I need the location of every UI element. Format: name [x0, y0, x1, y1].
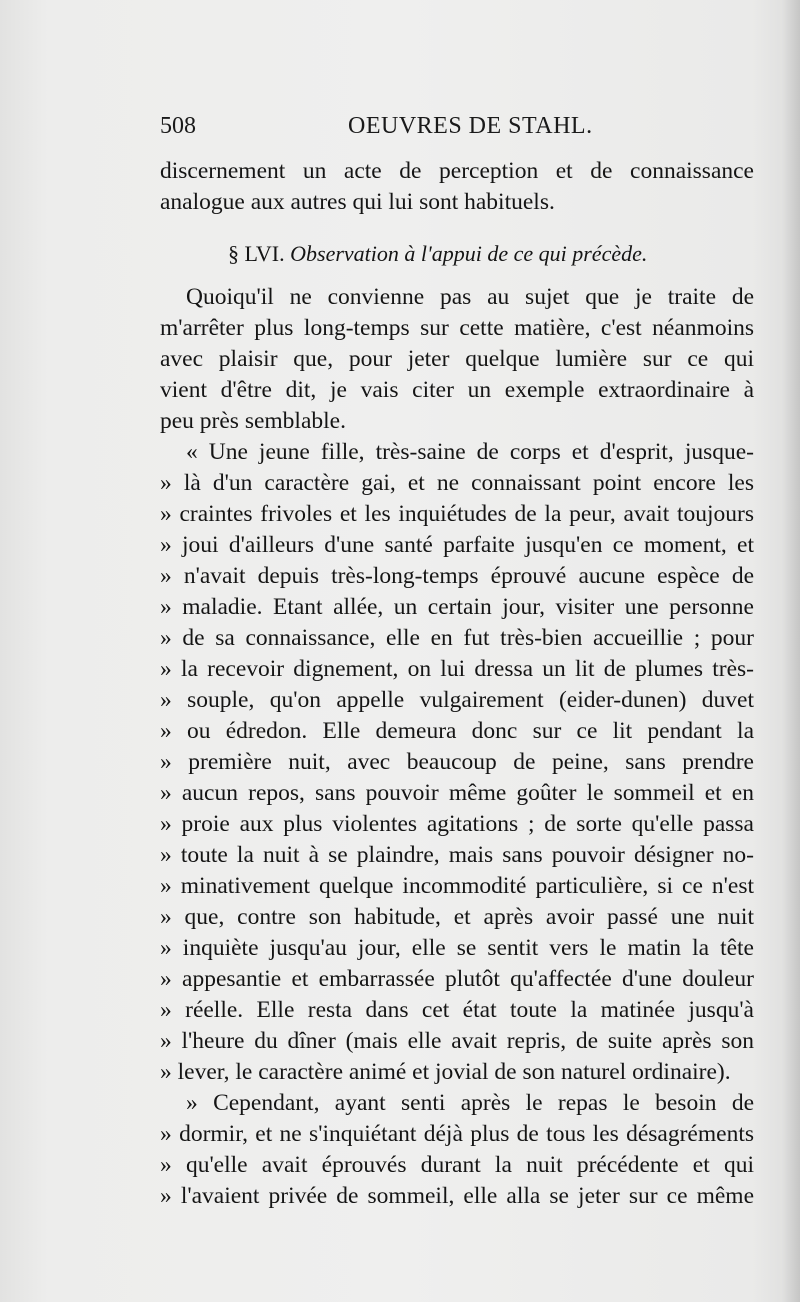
- text-line: avec plaisir que, pour jeter quelque lumière sur ce qui: [160, 346, 754, 372]
- spacer: [160, 274, 754, 282]
- text-line: » maladie. Etant allée, un certain jour, visiter une personne: [160, 594, 754, 620]
- text-line: » l'avaient privée de sommeil, elle alla se jeter sur ce même: [160, 1183, 754, 1209]
- text-line: » que, contre son habitude, et après avoir passé une nuit: [160, 904, 754, 930]
- running-head: OEUVRES DE STAHL.: [348, 113, 593, 139]
- text-line: » souple, qu'on appelle vulgairement (eider-dunen) duvet: [160, 687, 754, 713]
- text-line: « Une jeune fille, très-saine de corps et d'esprit, jusque-: [186, 439, 754, 465]
- text-line: » qu'elle avait éprouvés durant la nuit précédente et qui: [160, 1152, 754, 1178]
- page-edge-shadow: [782, 0, 800, 1302]
- text-line: analogue aux autres qui lui sont habituels.: [160, 189, 555, 215]
- text-line: » réelle. Elle resta dans cet état toute la matinée jusqu'à: [160, 997, 754, 1023]
- text-line: » craintes frivoles et les inquiétudes de la peur, avait toujours: [160, 501, 754, 527]
- spacer: [160, 218, 754, 234]
- text-line: » lever, le caractère animé et jovial de son naturel ordinaire).: [160, 1059, 731, 1085]
- text-line: » là d'un caractère gai, et ne connaissant point encore les: [160, 470, 754, 496]
- text-line: peu près semblable.: [160, 408, 346, 434]
- text-line: » l'heure du dîner (mais elle avait repris, de suite après son: [160, 1028, 754, 1054]
- page-header: [160, 113, 760, 147]
- text-line: » aucun repos, sans pouvoir même goûter le sommeil et en: [160, 780, 754, 806]
- text-line: » inquiète jusqu'au jour, elle se sentit vers le matin la tête: [160, 935, 754, 961]
- text-line: » proie aux plus violentes agitations ; de sorte qu'elle passa: [160, 811, 754, 837]
- text-line: vient d'être dit, je vais citer un exemple extraordinaire à: [160, 377, 754, 403]
- body-text: [160, 156, 754, 1212]
- section-number: § LVI.: [228, 241, 285, 266]
- text-line: discernement un acte de perception et de connaissance: [160, 158, 754, 184]
- text-line: » n'avait depuis très-long-temps éprouvé aucune espèce de: [160, 563, 754, 589]
- text-line: » dormir, et ne s'inquiétant déjà plus de tous les désagréments: [160, 1121, 754, 1147]
- text-line: » appesantie et embarrassée plutôt qu'affectée d'une douleur: [160, 966, 754, 992]
- section-heading: [160, 234, 754, 274]
- text-line: m'arrêter plus long-temps sur cette matière, c'est néanmoins: [160, 315, 754, 341]
- text-line: » ou édredon. Elle demeura donc sur ce lit pendant la: [160, 718, 754, 744]
- text-line: » toute la nuit à se plaindre, mais sans pouvoir désigner no-: [160, 842, 754, 868]
- section-title: Observation à l'appui de ce qui précède.: [290, 241, 648, 266]
- text-line: Quoiqu'il ne convienne pas au sujet que je traite de: [186, 284, 754, 310]
- text-line: » de sa connaissance, elle en fut très-bien accueillie ; pour: [160, 625, 754, 651]
- text-line: » Cependant, ayant senti après le repas le besoin de: [186, 1090, 754, 1116]
- page-number: 508: [160, 113, 196, 139]
- text-line: » première nuit, avec beaucoup de peine, sans prendre: [160, 749, 754, 775]
- text-line: » la recevoir dignement, on lui dressa un lit de plumes très-: [160, 656, 754, 682]
- text-line: » minativement quelque incommodité particulière, si ce n'est: [160, 873, 754, 899]
- text-line: » joui d'ailleurs d'une santé parfaite jusqu'en ce moment, et: [160, 532, 754, 558]
